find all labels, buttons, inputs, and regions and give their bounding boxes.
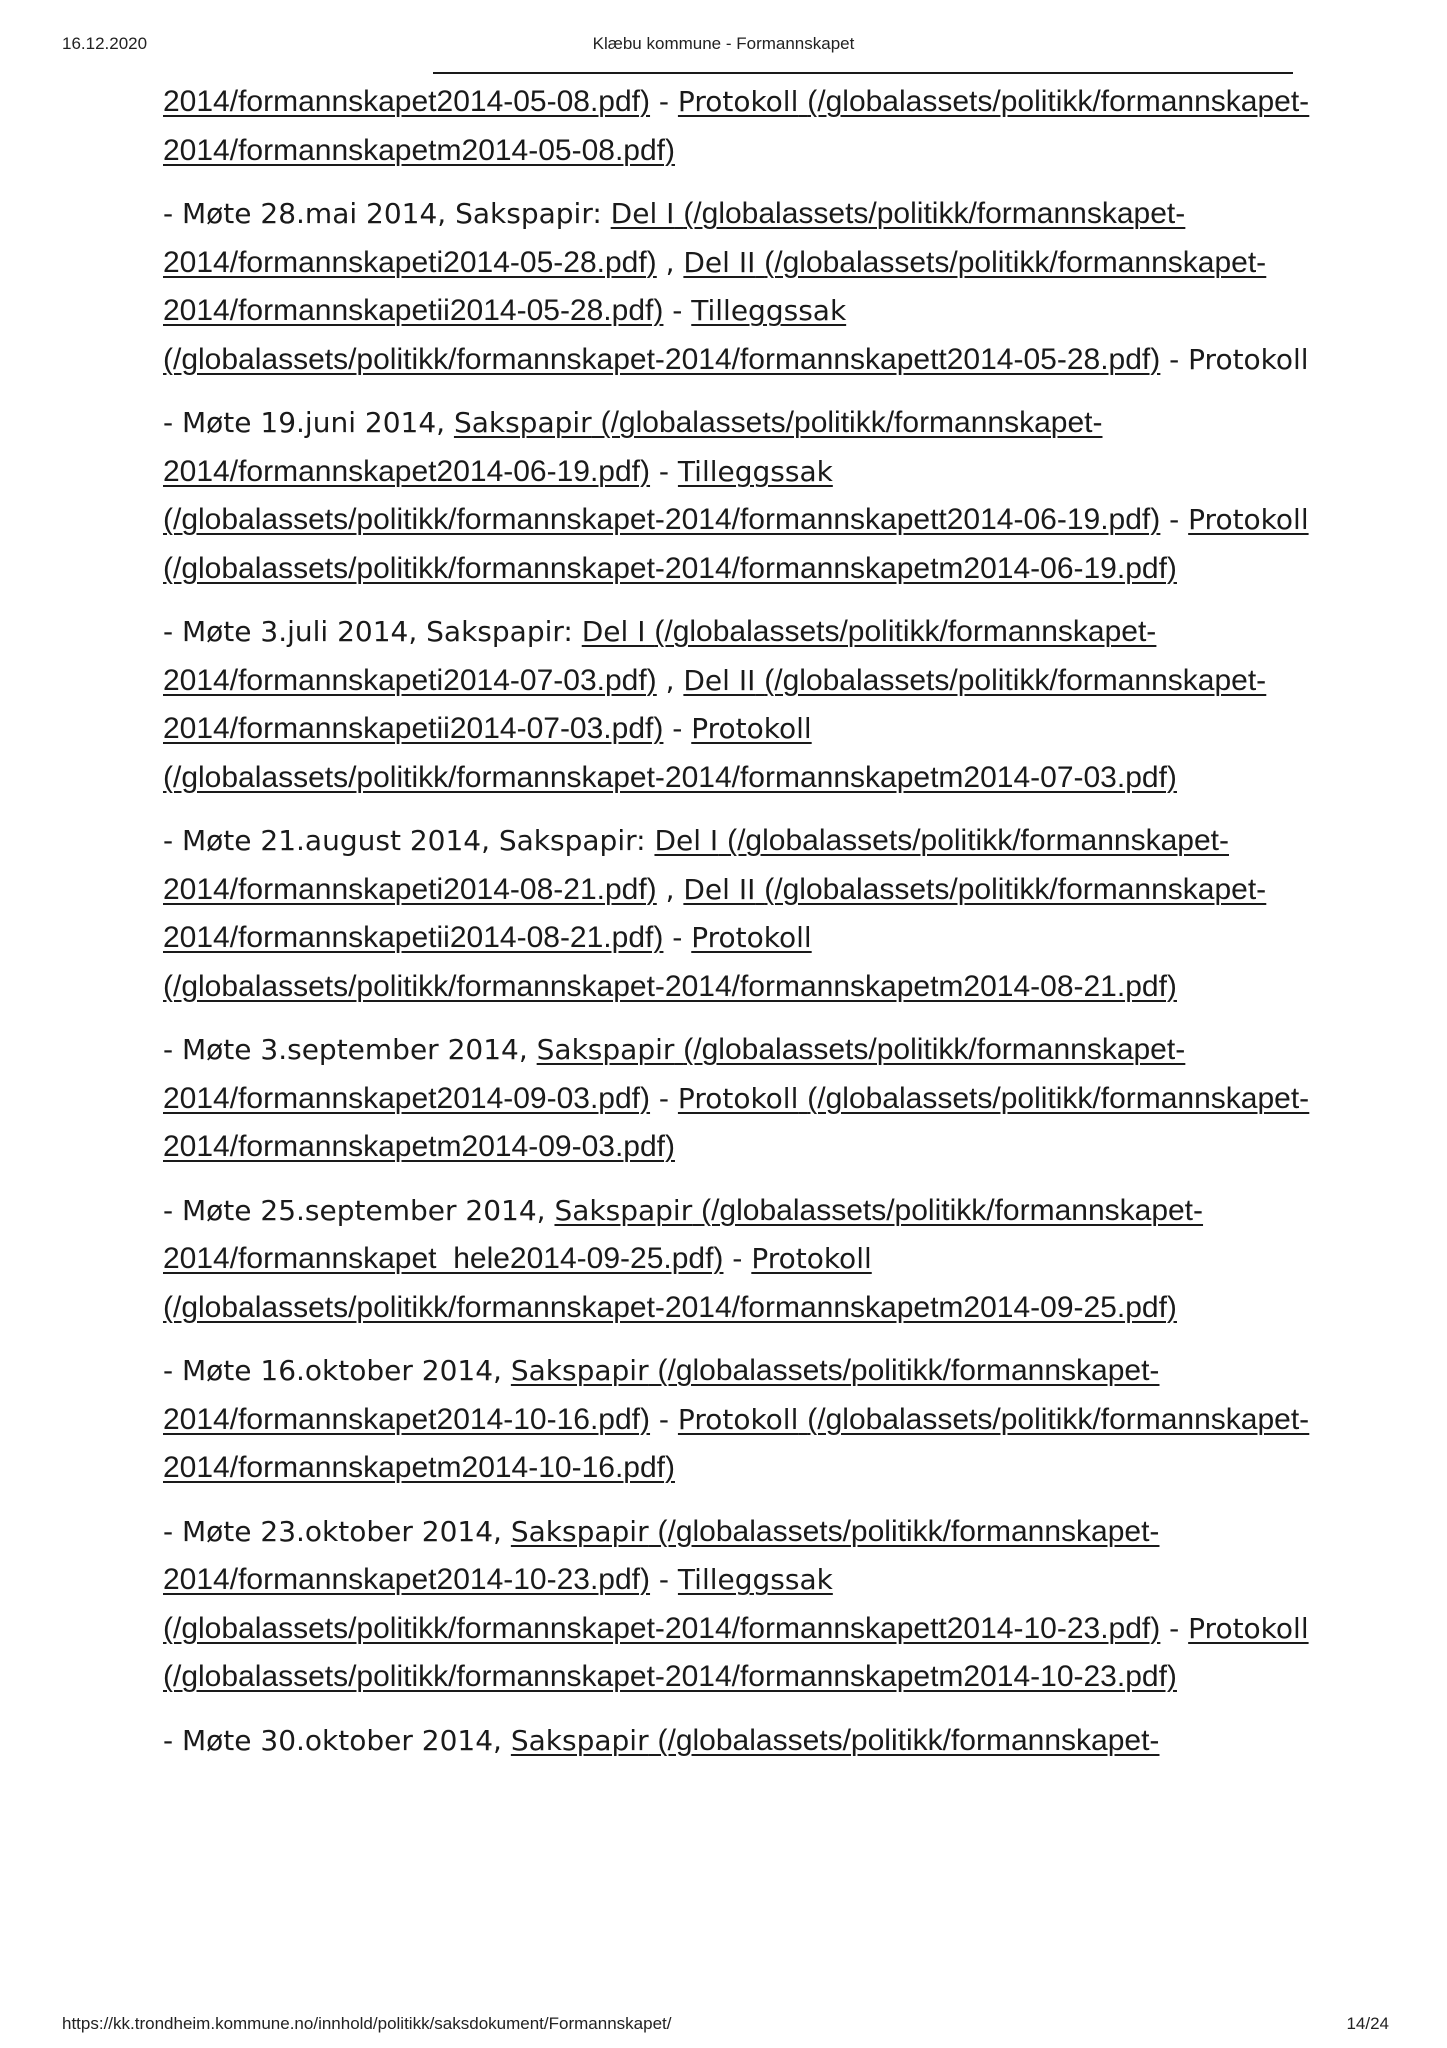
meeting-date-text: - Møte 30.oktober 2014, (163, 1723, 511, 1757)
separator-text: - (663, 294, 692, 327)
separator-text: - (650, 454, 678, 488)
document-link-label: Tilleggssak (691, 294, 847, 327)
document-link-label: Del II (683, 663, 756, 697)
document-link-label: Protokoll (751, 1242, 872, 1275)
document-link-url: (/globalassets/politikk/formannskapet-2014/formannskapett2014-06-19.pdf) (163, 503, 1161, 536)
document-link-label: Sakspapir (510, 1723, 649, 1757)
document-link-label: Protokoll (677, 1081, 799, 1115)
separator-text: - (663, 712, 692, 745)
document-link-label: Del I (654, 824, 719, 857)
document-link-url: (/globalassets/politikk/formannskapet-2014/formannskapetii2014-07-03.pdf) (163, 663, 1267, 745)
document-link-url: (/globalassets/politikk/formannskapet-2014/formannskapetii2014-05-28.pdf) (163, 245, 1267, 327)
document-link-label: Protokoll (691, 921, 812, 954)
separator-text: - (650, 1402, 678, 1436)
document-link-label: Del I (610, 197, 675, 230)
document-link-label: Del I (581, 615, 646, 648)
document-link-url: (/globalassets/politikk/formannskapet-2014/formannskapet2014-09-03.pdf) (163, 1033, 1186, 1115)
document-link-url: (/globalassets/politikk/formannskapet-2014/formannskapet2014-10-16.pdf) (163, 1354, 1160, 1436)
document-link-url: 2014/formannskapet2014-05-08.pdf) (163, 85, 651, 118)
clipped-previous-line (433, 64, 1293, 78)
document-link-label: Protokoll (677, 1402, 799, 1436)
separator-text: - (650, 1081, 678, 1115)
separator-text: - (650, 85, 678, 118)
document-link-label: Protokoll (1188, 503, 1309, 536)
document-link[interactable] (511, 1724, 1160, 1757)
meeting-date-text: - Møte 3.juli 2014, Sakspapir: (163, 615, 582, 648)
document-link-url: (/globalassets/politikk/formannskapet-2014/formannskapetm2014-05-08.pdf) (163, 85, 1310, 167)
document-link-label: Sakspapir (554, 1193, 693, 1227)
meeting-date-text: - Møte 23.oktober 2014, (163, 1514, 511, 1548)
document-link-label: Sakspapir (453, 406, 592, 439)
document-link-label: Sakspapir (536, 1033, 675, 1066)
document-link-url: (/globalassets/politikk/formannskapet-2014/formannskapetm2014-08-21.pdf) (163, 969, 1177, 1003)
page-url: https://kk.trondheim.kommune.no/innhold/politikk/saksdokument/Formannskapet/ (62, 2014, 672, 2033)
meeting-entry (163, 608, 1313, 802)
document-link-label: Del II (683, 872, 756, 906)
document-link-url: (/globalassets/politikk/formannskapet-2014/formannskapetm2014-09-25.pdf) (163, 1290, 1177, 1324)
separator-text: - Protokoll (1160, 342, 1309, 376)
meeting-list (163, 64, 1313, 2004)
meeting-entry (163, 78, 1313, 175)
meeting-entry (163, 1347, 1313, 1493)
document-link-url: (/globalassets/politikk/formannskapet-2014/formannskapet2014-06-19.pdf) (163, 406, 1103, 488)
document-link-label: Sakspapir (510, 1354, 649, 1387)
document-link-url: (/globalassets/politikk/formannskapet-2014/formannskapetm2014-09-03.pdf) (163, 1081, 1310, 1163)
meeting-date-text: - Møte 19.juni 2014, (163, 406, 454, 439)
document-link-url: (/globalassets/politikk/formannskapet-2014/formannskapetii2014-08-21.pdf) (163, 872, 1267, 954)
meeting-entry (163, 1187, 1313, 1333)
document-link-url: (/globalassets/politikk/formannskapet-2014/formannskapetm2014-10-23.pdf) (163, 1660, 1177, 1693)
separator-text: - (723, 1242, 752, 1275)
document-link-url: (/globalassets/politikk/formannskapet-2014/formannskapetm2014-07-03.pdf) (163, 760, 1177, 794)
document-link-url: (/globalassets/politikk/formannskapet-2014/formannskapet_hele2014-09-25.pdf) (163, 1193, 1204, 1275)
meeting-date-text: - Møte 28.mai 2014, Sakspapir: (163, 197, 611, 230)
separator-text: , (656, 872, 684, 906)
document-link-label: Protokoll (677, 85, 799, 118)
document-link-label: Protokoll (1188, 1611, 1309, 1645)
meeting-entry (163, 1717, 1313, 1766)
document-link-url: (/globalassets/politikk/formannskapet-2014/formannskapeti2014-05-28.pdf) (163, 197, 1186, 279)
separator-text: - (1160, 503, 1189, 536)
document-link-label: Protokoll (691, 712, 812, 745)
meeting-date-text: - Møte 25.september 2014, (163, 1193, 555, 1227)
document-link-label: Sakspapir (510, 1514, 649, 1548)
document-link-url: (/globalassets/politikk/formannskapet-2014/formannskapeti2014-08-21.pdf) (163, 824, 1229, 906)
meeting-entry (163, 817, 1313, 1011)
meeting-date-text: - Møte 21.august 2014, Sakspapir: (163, 824, 655, 857)
document-link-url: (/globalassets/politikk/formannskapet-2014/formannskapett2014-05-28.pdf) (163, 342, 1161, 376)
separator-text: , (656, 663, 684, 697)
meeting-date-text: - Møte 3.september 2014, (163, 1033, 537, 1066)
separator-text: - (1160, 1611, 1189, 1645)
document-link-label: Tilleggssak (677, 454, 833, 488)
document-link[interactable] (163, 85, 650, 118)
page-title: Klæbu kommune - Formannskapet (592, 34, 855, 53)
page-number: 14/24 (1346, 2014, 1389, 2033)
document-link-url: (/globalassets/politikk/formannskapet-2014/formannskapetm2014-06-19.pdf) (163, 551, 1177, 585)
separator-text: - (650, 1563, 678, 1596)
document-link-url: (/globalassets/politikk/formannskapet-2014/formannskapet2014-10-23.pdf) (163, 1514, 1160, 1596)
document-link-url: (/globalassets/politikk/formannskapet- (657, 1723, 1160, 1757)
meeting-entry (163, 190, 1313, 384)
meeting-entry (163, 1026, 1313, 1172)
document-link-url: (/globalassets/politikk/formannskapet-2014/formannskapeti2014-07-03.pdf) (163, 615, 1157, 697)
separator-text: - (663, 921, 692, 954)
document-link-url: (/globalassets/politikk/formannskapet-2014/formannskapett2014-10-23.pdf) (163, 1611, 1161, 1645)
print-date: 16.12.2020 (62, 34, 148, 53)
meeting-date-text: - Møte 16.oktober 2014, (163, 1354, 511, 1387)
document-link-url: (/globalassets/politikk/formannskapet-2014/formannskapetm2014-10-16.pdf) (163, 1402, 1310, 1484)
meeting-entry (163, 1508, 1313, 1702)
document-link-label: Del II (683, 245, 756, 279)
separator-text: , (656, 245, 684, 279)
document-link-label: Tilleggssak (677, 1563, 833, 1596)
meeting-entry (163, 399, 1313, 593)
